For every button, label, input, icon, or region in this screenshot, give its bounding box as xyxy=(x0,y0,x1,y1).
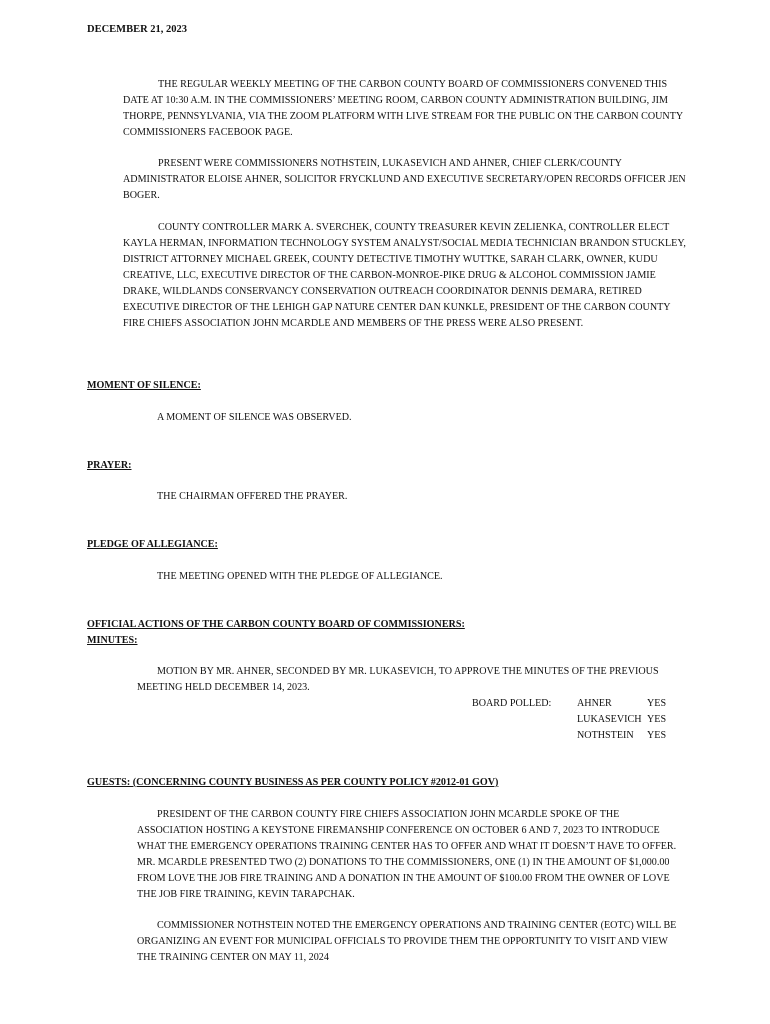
intro-paragraph-attendees: COUNTY CONTROLLER MARK A. SVERCHEK, COUNTY TREASURER KEVIN ZELIENKA, CONTROLLER ELECT KAYLA HERMAN, INFORMATION TECHNOLOGY SYSTEM ANALYST/SOCIAL MEDIA TECHNICIAN BRANDON STUCKLEY, DISTRICT ATTORNEY MICHAEL GREEK, COUNTY DETECTIVE TIMOTHY WUTTKE, SARAH CLARK, OWNER, KUDU CREATIVE, LLC, EXECUTIVE DIRECTOR OF THE CARBON-MONROE-PIKE DRUG & ALCOHOL COMMISSION JAMIE DRAKE, WILDLANDS CONSERVANCY CONSERVATION OUTREACH COORDINATOR DENNIS DEMARA, RETIRED EXECUTIVE DIRECTOR OF THE LEHIGH GAP NATURE CENTER DAN KUNKLE, PRESIDENT OF THE CARBON COUNTY FIRE CHIEFS ASSOCIATION JOHN MCARDLE AND MEMBERS OF THE PRESS WERE ALSO PRESENT. xyxy=(123,222,686,329)
vote-name: AHNER xyxy=(577,698,612,709)
intro-paragraph-convened: THE REGULAR WEEKLY MEETING OF THE CARBON COUNTY BOARD OF COMMISSIONERS CONVENED THIS DATE AT 10:30 A.M. IN THE COMMISSIONERS’ MEETING ROOM, CARBON COUNTY ADMINISTRATION BUILDING, JIM THORPE, PENNSYLVANIA, VIA THE ZOOM PLATFORM WITH LIVE STREAM FOR THE PUBLIC ON THE CARBON COUNTY COMMISSIONERS FACEBOOK PAGE. xyxy=(123,79,683,138)
vote-value: YES xyxy=(647,730,667,741)
guests-heading: GUESTS: (CONCERNING COUNTY BUSINESS AS PER COUNTY POLICY #2012-01 GOV) xyxy=(87,777,499,788)
prayer-text: THE CHAIRMAN OFFERED THE PRAYER. xyxy=(157,491,348,502)
minutes-subheading: MINUTES: xyxy=(87,635,138,646)
meeting-date: DECEMBER 21, 2023 xyxy=(87,24,188,35)
vote-value: YES xyxy=(647,714,667,725)
moment-of-silence-text: A MOMENT OF SILENCE WAS OBSERVED. xyxy=(157,412,352,423)
pledge-heading: PLEDGE OF ALLEGIANCE: xyxy=(87,539,218,550)
pledge-text: THE MEETING OPENED WITH THE PLEDGE OF ALLEGIANCE. xyxy=(157,571,443,582)
guests-paragraph-nothstein: COMMISSIONER NOTHSTEIN NOTED THE EMERGENCY OPERATIONS AND TRAINING CENTER (EOTC) WILL BE ORGANIZING AN EVENT FOR MUNICIPAL OFFICIALS TO PROVIDE THEM THE OPPORTUNITY TO VISIT AND VIEW THE TRAINING CENTER ON MAY 11, 2024 xyxy=(137,920,677,963)
vote-name: NOTHSTEIN xyxy=(577,730,634,741)
intro-paragraph-present: PRESENT WERE COMMISSIONERS NOTHSTEIN, LUKASEVICH AND AHNER, CHIEF CLERK/COUNTY ADMINISTRATOR ELOISE AHNER, SOLICITOR FRYCKLUND AND EXECUTIVE SECRETARY/OPEN RECORDS OFFICER JEN BOGER. xyxy=(123,158,686,201)
board-polled-label: BOARD POLLED: xyxy=(472,698,552,709)
vote-name: LUKASEVICH xyxy=(577,714,642,725)
vote-value: YES xyxy=(647,698,667,709)
guests-paragraph-mcardle: PRESIDENT OF THE CARBON COUNTY FIRE CHIEFS ASSOCIATION JOHN MCARDLE SPOKE OF THE ASSOCIATION HOSTING A KEYSTONE FIREMANSHIP CONFERENCE ON OCTOBER 6 AND 7, 2023 TO INTRODUCE WHAT THE EMERGENCY OPERATIONS TRAINING CENTER HAS TO OFFER AND WHAT IT DOESN’T HAVE TO OFFER. MR. MCARDLE PRESENTED TWO (2) DONATIONS TO THE COMMISSIONERS, ONE (1) IN THE AMOUNT OF $1,000.00 FROM LOVE THE JOB FIRE TRAINING AND A DONATION IN THE AMOUNT OF $100.00 FROM THE OWNER OF LOVE THE JOB FIRE TRAINING, KEVIN TARAPCHAK. xyxy=(137,809,677,900)
official-actions-heading: OFFICIAL ACTIONS OF THE CARBON COUNTY BOARD OF COMMISSIONERS: xyxy=(87,619,465,630)
minutes-motion: MOTION BY MR. AHNER, SECONDED BY MR. LUKASEVICH, TO APPROVE THE MINUTES OF THE PREVIOUS MEETING HELD DECEMBER 14, 2023. xyxy=(137,666,659,693)
moment-of-silence-heading: MOMENT OF SILENCE: xyxy=(87,380,201,391)
prayer-heading: PRAYER: xyxy=(87,460,132,471)
